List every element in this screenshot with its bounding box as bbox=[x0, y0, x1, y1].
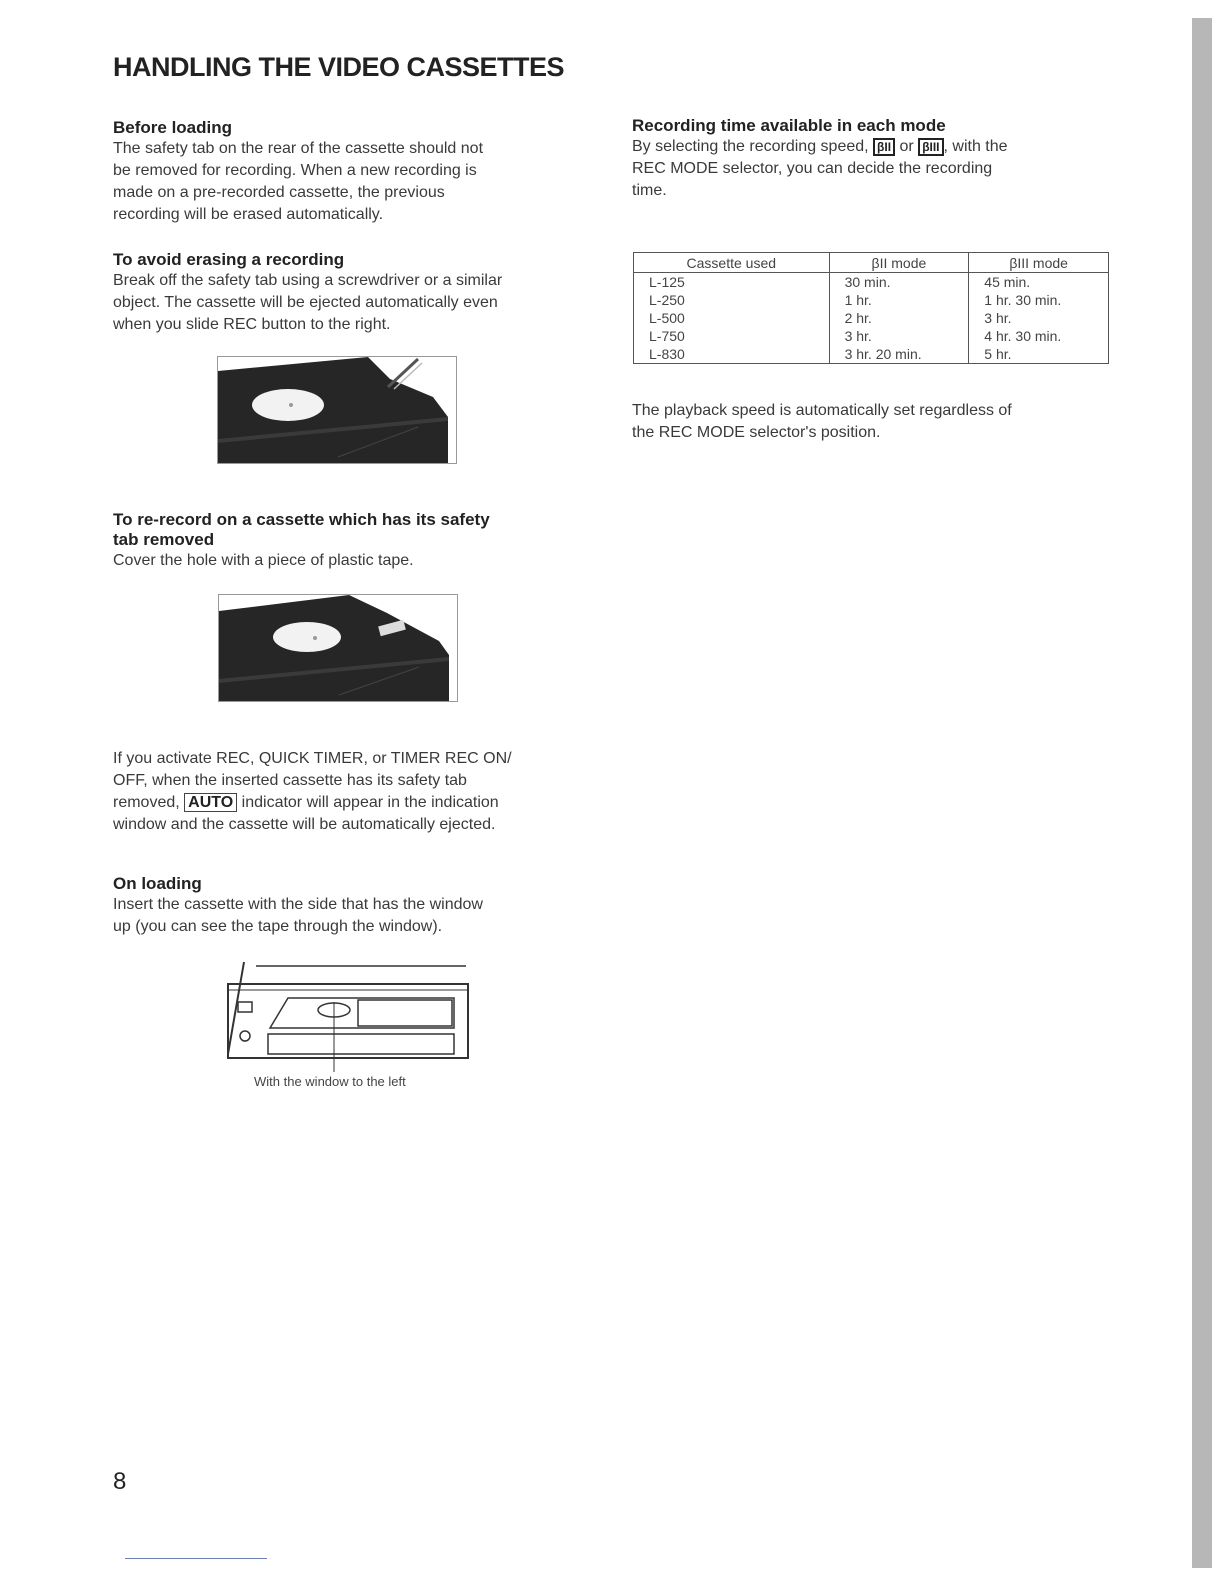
before-loading-heading: Before loading bbox=[113, 118, 233, 137]
recording-time-section bbox=[632, 116, 1112, 202]
auto-note-line-3 bbox=[113, 792, 593, 814]
table-cell: 45 min. bbox=[969, 273, 1109, 292]
table-cell: 3 hr. 20 min. bbox=[829, 345, 969, 364]
table-row bbox=[634, 309, 1109, 327]
on-loading-line-2: up (you can see the tape through the window). bbox=[113, 918, 443, 935]
before-loading-line-2: be removed for recording. When a new recording is bbox=[113, 162, 477, 179]
table-header-beta-iii: βIII mode bbox=[969, 253, 1109, 273]
re-record-section bbox=[113, 510, 593, 572]
table-row bbox=[634, 327, 1109, 345]
loading-caption: With the window to the left bbox=[254, 1074, 406, 1089]
table-cell: L-125 bbox=[634, 273, 830, 292]
table-cell: 2 hr. bbox=[829, 309, 969, 327]
cassette-loading-illustration bbox=[226, 954, 476, 1072]
before-loading-section bbox=[113, 118, 593, 226]
playback-note-line-2: the REC MODE selector's position. bbox=[632, 424, 881, 441]
avoid-erasing-heading: To avoid erasing a recording bbox=[113, 250, 345, 269]
table-header-row bbox=[634, 253, 1109, 273]
safety-tab-breaking-illustration bbox=[217, 356, 457, 464]
auto-note-line-2: OFF, when the inserted cassette has its safety tab bbox=[113, 772, 467, 789]
table-cell: 3 hr. bbox=[829, 327, 969, 345]
re-record-heading-line-1: To re-record on a cassette which has its safety bbox=[113, 510, 490, 529]
recording-time-line-1 bbox=[632, 136, 1112, 158]
beta-ii-mode-icon: βII bbox=[873, 138, 895, 156]
on-loading-heading: On loading bbox=[113, 874, 202, 893]
auto-note-line-3-post: indicator will appear in the indication bbox=[241, 794, 499, 811]
table-cell: L-500 bbox=[634, 309, 830, 327]
before-loading-line-3: made on a pre-recorded cassette, the previous bbox=[113, 184, 445, 201]
recording-time-line-2: REC MODE selector, you can decide the recording bbox=[632, 160, 993, 177]
recording-time-line-1-pre: By selecting the recording speed, bbox=[632, 138, 869, 155]
page-number: 8 bbox=[113, 1468, 127, 1495]
playback-note bbox=[632, 400, 1112, 444]
auto-indicator-note bbox=[113, 748, 593, 836]
table-cell: 30 min. bbox=[829, 273, 969, 292]
auto-note-line-4: window and the cassette will be automatically ejected. bbox=[113, 816, 496, 833]
table-header-cassette: Cassette used bbox=[634, 253, 830, 273]
tape-covered-tab-illustration bbox=[218, 594, 458, 702]
table-cell: L-250 bbox=[634, 291, 830, 309]
avoid-erasing-section bbox=[113, 250, 593, 336]
on-loading-section bbox=[113, 874, 593, 938]
auto-indicator-badge: AUTO bbox=[184, 793, 237, 812]
playback-note-line-1: The playback speed is automatically set regardless of bbox=[632, 402, 1012, 419]
re-record-text: Cover the hole with a piece of plastic tape. bbox=[113, 552, 414, 569]
table-row bbox=[634, 291, 1109, 309]
table-cell: 5 hr. bbox=[969, 345, 1109, 364]
table-header-beta-ii: βII mode bbox=[829, 253, 969, 273]
page-edge-shadow bbox=[1192, 18, 1212, 1568]
avoid-erasing-line-2: object. The cassette will be ejected automatically even bbox=[113, 294, 498, 311]
avoid-erasing-line-3: when you slide REC button to the right. bbox=[113, 316, 391, 333]
recording-time-table bbox=[633, 252, 1109, 364]
table-cell: L-830 bbox=[634, 345, 830, 364]
recording-time-line-3: time. bbox=[632, 182, 667, 199]
before-loading-line-4: recording will be erased automatically. bbox=[113, 206, 384, 223]
page-title: HANDLING THE VIDEO CASSETTES bbox=[113, 52, 565, 82]
bottom-rule bbox=[125, 1558, 267, 1559]
table-cell: 3 hr. bbox=[969, 309, 1109, 327]
table-cell: 1 hr. 30 min. bbox=[969, 291, 1109, 309]
table-cell: 1 hr. bbox=[829, 291, 969, 309]
beta-iii-mode-icon: βIII bbox=[918, 138, 943, 156]
on-loading-line-1: Insert the cassette with the side that has the window bbox=[113, 896, 483, 913]
recording-time-line-1-post: , with the bbox=[943, 138, 1008, 155]
table-cell: 4 hr. 30 min. bbox=[969, 327, 1109, 345]
recording-time-connector: or bbox=[899, 138, 914, 155]
table-row bbox=[634, 273, 1109, 292]
table-cell: L-750 bbox=[634, 327, 830, 345]
auto-note-line-1: If you activate REC, QUICK TIMER, or TIMER REC ON/ bbox=[113, 750, 512, 767]
recording-time-heading: Recording time available in each mode bbox=[632, 116, 946, 135]
re-record-heading-line-2: tab removed bbox=[113, 530, 215, 549]
avoid-erasing-line-1: Break off the safety tab using a screwdriver or a similar bbox=[113, 272, 503, 289]
auto-note-line-3-pre: removed, bbox=[113, 794, 180, 811]
table-row bbox=[634, 345, 1109, 364]
before-loading-line-1: The safety tab on the rear of the cassette should not bbox=[113, 140, 484, 157]
